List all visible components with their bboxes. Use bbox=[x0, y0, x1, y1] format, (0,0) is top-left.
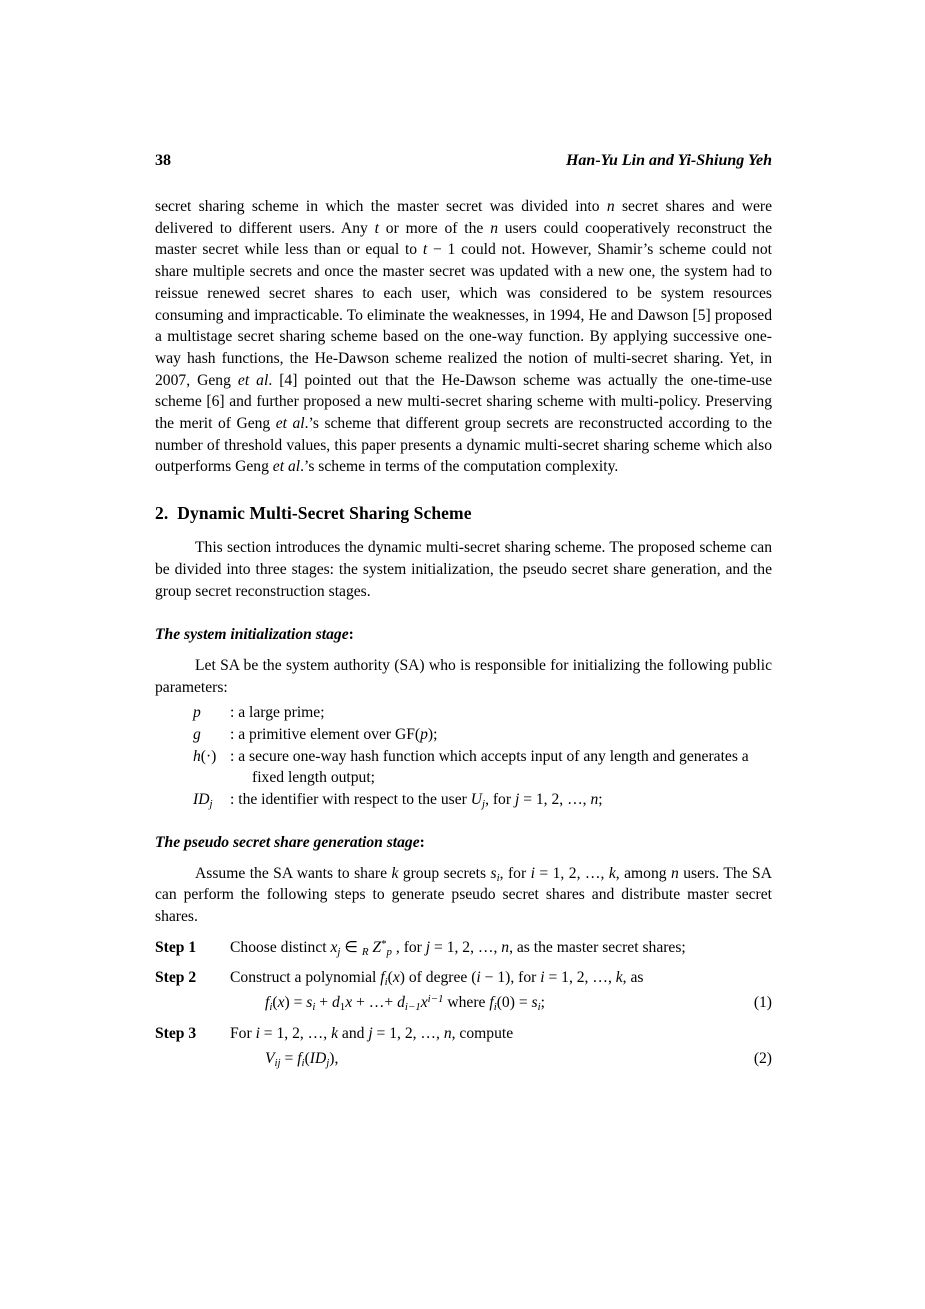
param-desc: : the identifier with respect to the user $U_j$, for j = 1, 2, …, n; bbox=[230, 791, 603, 811]
param-row-p bbox=[193, 702, 772, 724]
para-sa-intro: Let SA be the system authority (SA) who is responsible for initializing the following public parameters: bbox=[155, 656, 772, 696]
param-term: p bbox=[193, 704, 201, 722]
para-section-intro: This section introduces the dynamic multi-secret sharing scheme. The proposed scheme can be divided into three stages: the system initialization, the pseudo secret share generation, and the group secret reconstruction stages. bbox=[155, 539, 772, 600]
subsection-initialization-heading: The system initialization stage: bbox=[155, 626, 354, 644]
step-text: Construct a polynomial $f_i(x)$ of degree (i − 1), for i = 1, 2, …, k, as bbox=[230, 969, 644, 989]
step-text: Choose distinct $x_j$ ∈ $_R$ $Z^*_p$ , for j = 1, 2, …, n, as the master secret shares; bbox=[230, 937, 686, 958]
param-row-g bbox=[193, 724, 772, 746]
para-assume: Assume the SA wants to share k group secrets $s_i$, for i = 1, 2, …, k, among n users. The SA can perform the following steps to generate pseudo secret shares and distribute master secret shares. bbox=[155, 864, 772, 925]
param-term: g bbox=[193, 726, 201, 744]
equation-number: (1) bbox=[753, 994, 772, 1012]
step-row-2 bbox=[155, 967, 772, 1013]
equation-number: (2) bbox=[753, 1049, 772, 1067]
step-label: Step 2 bbox=[155, 969, 197, 987]
step-row-1 bbox=[155, 937, 772, 959]
param-row-id bbox=[193, 789, 772, 811]
equation: $V_{ij} = f_i(ID_j)$, bbox=[265, 1049, 339, 1069]
running-header bbox=[155, 152, 772, 170]
step-label: Step 1 bbox=[155, 938, 197, 956]
step-row-3 bbox=[155, 1023, 772, 1069]
subsection-generation-heading: The pseudo secret share generation stage: bbox=[155, 833, 425, 851]
step-content bbox=[230, 937, 772, 959]
page-number: 38 bbox=[155, 152, 171, 169]
running-head-authors: Han-Yu Lin and Yi-Shiung Yeh bbox=[565, 152, 772, 169]
parameter-list bbox=[155, 702, 772, 811]
step-label: Step 3 bbox=[155, 1024, 197, 1042]
param-term: h(·) bbox=[193, 747, 217, 765]
step-text: For i = 1, 2, …, k and j = 1, 2, …, n, compute bbox=[230, 1024, 514, 1042]
para-continuation: secret sharing scheme in which the master secret was divided into n secret shares and were delivered to different users. Any t or more of the n users could cooperatively reconstruct the master secret while less than or equal to t − 1 could not. However, Shamir’s scheme could not share multiple secrets and once the master secret was updated with a new one, the system had to reissue renewed secret shares to each user, which was considered to be system resources consuming and impracticable. To eliminate the weaknesses, in 1994, He and Dawson [5] proposed a multistage secret sharing scheme based on the one-way function. By applying successive one-way hash functions, the He-Dawson scheme realized the notion of multi-secret sharing. Yet, in 2007, Geng et al. [4] pointed out that the He-Dawson scheme was actually the one-time-use scheme [6] and further proposed a new multi-secret sharing scheme with multi-policy. Preserving the merit of Geng et al.’s scheme that different group secrets are reconstructed according to the number of threshold values, this paper presents a dynamic multi-secret sharing scheme which also outperforms Geng et al.’s scheme in terms of the computation complexity. bbox=[155, 198, 773, 476]
param-term: $ID_j$ bbox=[193, 791, 213, 811]
step-content bbox=[230, 967, 772, 1013]
param-desc: : a large prime; bbox=[230, 704, 325, 722]
equation-line bbox=[230, 1048, 772, 1070]
equation: $f_i(x) = s_i + d_1x$ + …+ $d_{i-1}x^{i-1}$ where $f_i(0) = s_i$; bbox=[265, 993, 545, 1014]
steps-list bbox=[155, 937, 772, 1070]
equation-line bbox=[230, 992, 772, 1014]
param-row-h bbox=[193, 746, 772, 789]
section-heading: 2. Dynamic Multi-Secret Sharing Scheme bbox=[155, 503, 472, 524]
param-desc: : a secure one-way hash function which accepts input of any length and generates a fixed length output; bbox=[230, 747, 749, 787]
step-content bbox=[230, 1023, 772, 1069]
param-desc: : a primitive element over GF(p); bbox=[230, 726, 438, 744]
